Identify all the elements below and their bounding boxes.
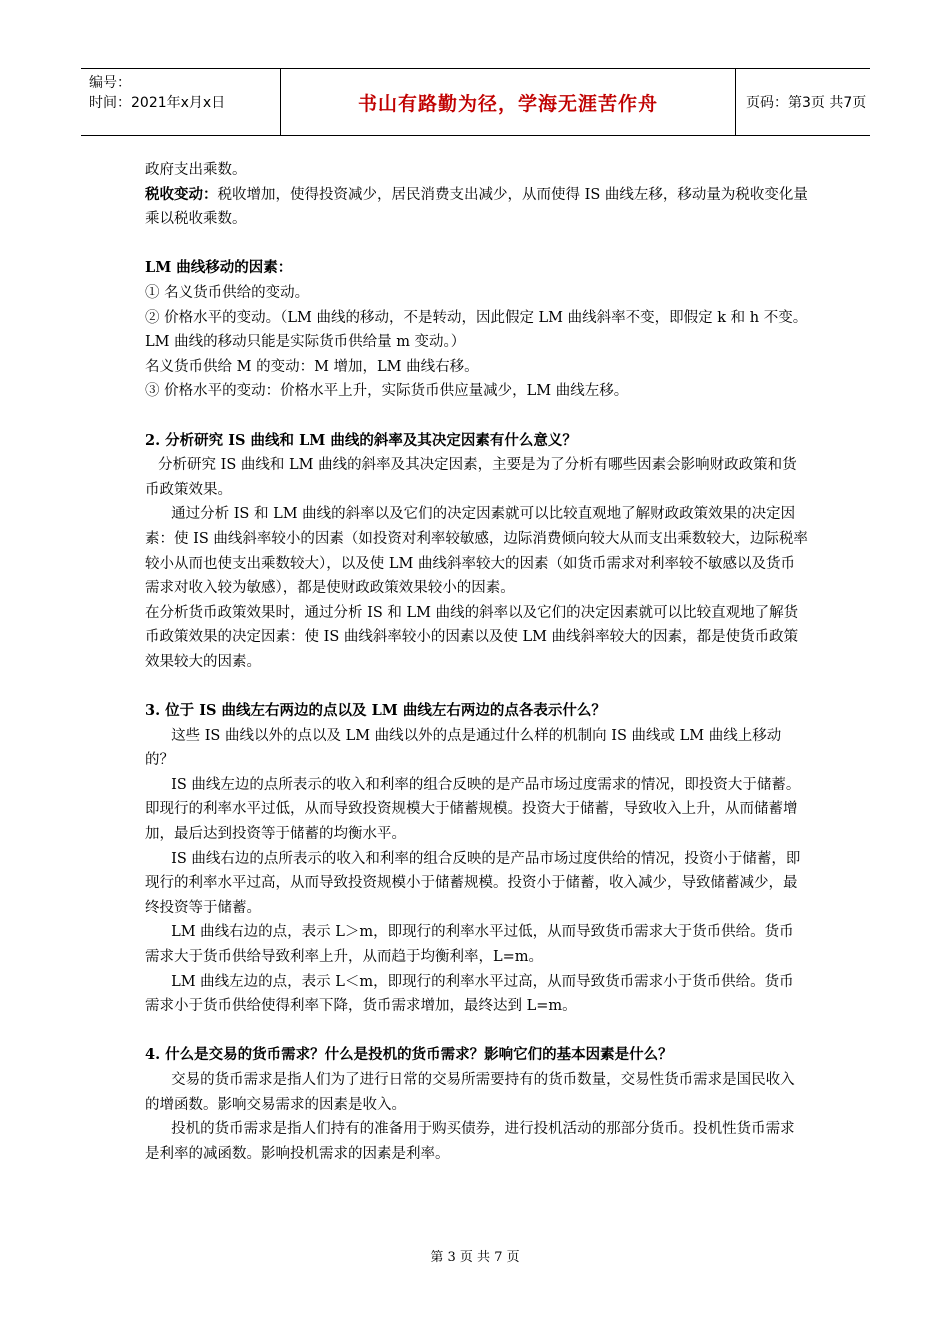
header-motto-cell [281, 69, 736, 135]
paragraph [145, 920, 808, 969]
paragraph [145, 158, 808, 183]
paragraph [145, 847, 808, 921]
paragraph [145, 773, 808, 847]
paragraph [145, 970, 808, 1019]
section-heading [145, 699, 808, 724]
paragraph [145, 601, 808, 675]
section-heading [145, 429, 808, 454]
paragraph-text: LM 曲线移动的因素： [145, 259, 293, 277]
paragraph-text: 交易的货币需求是指人们为了进行日常的交易所需要持有的货币数量，交易性货币需求是国民收入的增函数。影响交易需求的因素是收入。 [145, 1071, 795, 1113]
paragraph-text: 税收增加，使得投资减少，居民消费支出减少，从而使得 IS 曲线左移，移动量为税收变化量乘以税收乘数。 [145, 186, 808, 228]
document-body [145, 158, 808, 1166]
paragraph [145, 724, 808, 773]
header-motto: 书山有路勤为径，学海无涯苦作舟 [357, 92, 658, 115]
paragraph [145, 281, 808, 306]
paragraph [145, 1117, 808, 1166]
paragraph-text: LM 曲线左边的点，表示 L＜m，即现行的利率水平过高，从而导致货币需求小于货币供给。货币需求小于货币供给使得利率下降，货币需求增加，最终达到 L=m。 [145, 973, 794, 1015]
page-header [81, 68, 870, 136]
paragraph-text: ① 名义货币供给的变动。 [145, 284, 310, 301]
paragraph-text: ② 价格水平的变动。（LM 曲线的移动，不是转动，因此假定 LM 曲线斜率不变，即假定 k 和 h 不变。LM 曲线的移动只能是实际货币供给量 m 变动。） [145, 309, 808, 351]
paragraph-text: 分析研究 IS 曲线和 LM 曲线的斜率及其决定因素，主要是为了分析有哪些因素会影响财政政策和货币政策效果。 [145, 457, 797, 498]
page-footer: 第 3 页 共 7 页 [430, 1250, 520, 1265]
paragraph [145, 379, 808, 404]
paragraph-gap [145, 404, 808, 429]
paragraph-text: 在分析货币政策效果时，通过分析 IS 和 LM 曲线的斜率以及它们的决定因素就可以比较直观地了解货币政策效果的决定因素：使 IS 曲线斜率较小的因素以及使 LM 曲线斜率较大的因素，都是使货币政策效果较大的因素。 [145, 604, 799, 670]
paragraph-text: IS 曲线右边的点所表示的收入和利率的组合反映的是产品市场过度供给的情况，投资小于储蓄，即现行的利率水平过高，从而导致投资规模小于储蓄规模。投资小于储蓄，收入减少，导致储蓄减少，最终投资等于储蓄。 [145, 850, 801, 916]
paragraph [145, 502, 808, 600]
header-page-info: 页码：第3页 共7页 [746, 95, 867, 111]
header-meta [81, 69, 281, 135]
paragraph [145, 306, 808, 355]
paragraph-text: 2. 分析研究 IS 曲线和 LM 曲线的斜率及其决定因素有什么意义？ [145, 431, 577, 449]
paragraph-gap [145, 232, 808, 257]
paragraph-gap [145, 674, 808, 699]
paragraph-text: 政府支出乘数。 [145, 162, 247, 178]
section-heading [145, 256, 808, 281]
paragraph-text: ③ 价格水平的变动：价格水平上升，实际货币供应量减少，LM 曲线左移。 [145, 383, 629, 400]
document-time: 时间：2021年x月x日 [89, 95, 226, 111]
paragraph [145, 1068, 808, 1117]
paragraph-text: LM 曲线右边的点，表示 L＞m，即现行的利率水平过低，从而导致货币需求大于货币供给。货币需求大于货币供给导致利率上升，从而趋于均衡利率，L=m。 [145, 924, 794, 965]
paragraph-gap [145, 1019, 808, 1044]
paragraph [145, 355, 808, 380]
paragraph-text: 通过分析 IS 和 LM 曲线的斜率以及它们的决定因素就可以比较直观地了解财政政策效果的决定因素：使 IS 曲线斜率较小的因素（如投资对利率较敏感，边际消费倾向较大从而支出乘数较大，边际税率较小从而也使支出乘数较大），以及使 LM 曲线斜率较大的因素（如货币需求对利率较不敏感以及货币需求对收入较为敏感），都是使财政政策效果较小的因素。 [145, 506, 808, 597]
paragraph-lead: 税收变动： [145, 185, 218, 203]
paragraph [145, 453, 808, 502]
paragraph-text: 这些 IS 曲线以外的点以及 LM 曲线以外的点是通过什么样的机制向 IS 曲线或 LM 曲线上移动的？ [145, 727, 782, 769]
section-heading [145, 1043, 808, 1068]
paragraph-text: 投机的货币需求是指人们持有的准备用于购买债券，进行投机活动的那部分货币。投机性货币需求是利率的减函数。影响投机需求的因素是利率。 [145, 1121, 795, 1162]
paragraph-text: 3. 位于 IS 曲线左右两边的点以及 LM 曲线左右两边的点各表示什么？ [145, 702, 606, 720]
document-number: 编号： [89, 75, 131, 91]
paragraph-text: 名义货币供给 M 的变动：M 增加，LM 曲线右移。 [145, 358, 479, 375]
paragraph-text: IS 曲线左边的点所表示的收入和利率的组合反映的是产品市场过度需求的情况，即投资大于储蓄。即现行的利率水平过低，从而导致投资规模大于储蓄规模。投资大于储蓄，导致收入上升，从而储蓄增加，最后达到投资等于储蓄的均衡水平。 [145, 776, 801, 843]
paragraph-text: 4. 什么是交易的货币需求？什么是投机的货币需求？影响它们的基本因素是什么？ [145, 1046, 673, 1064]
paragraph [145, 183, 808, 232]
